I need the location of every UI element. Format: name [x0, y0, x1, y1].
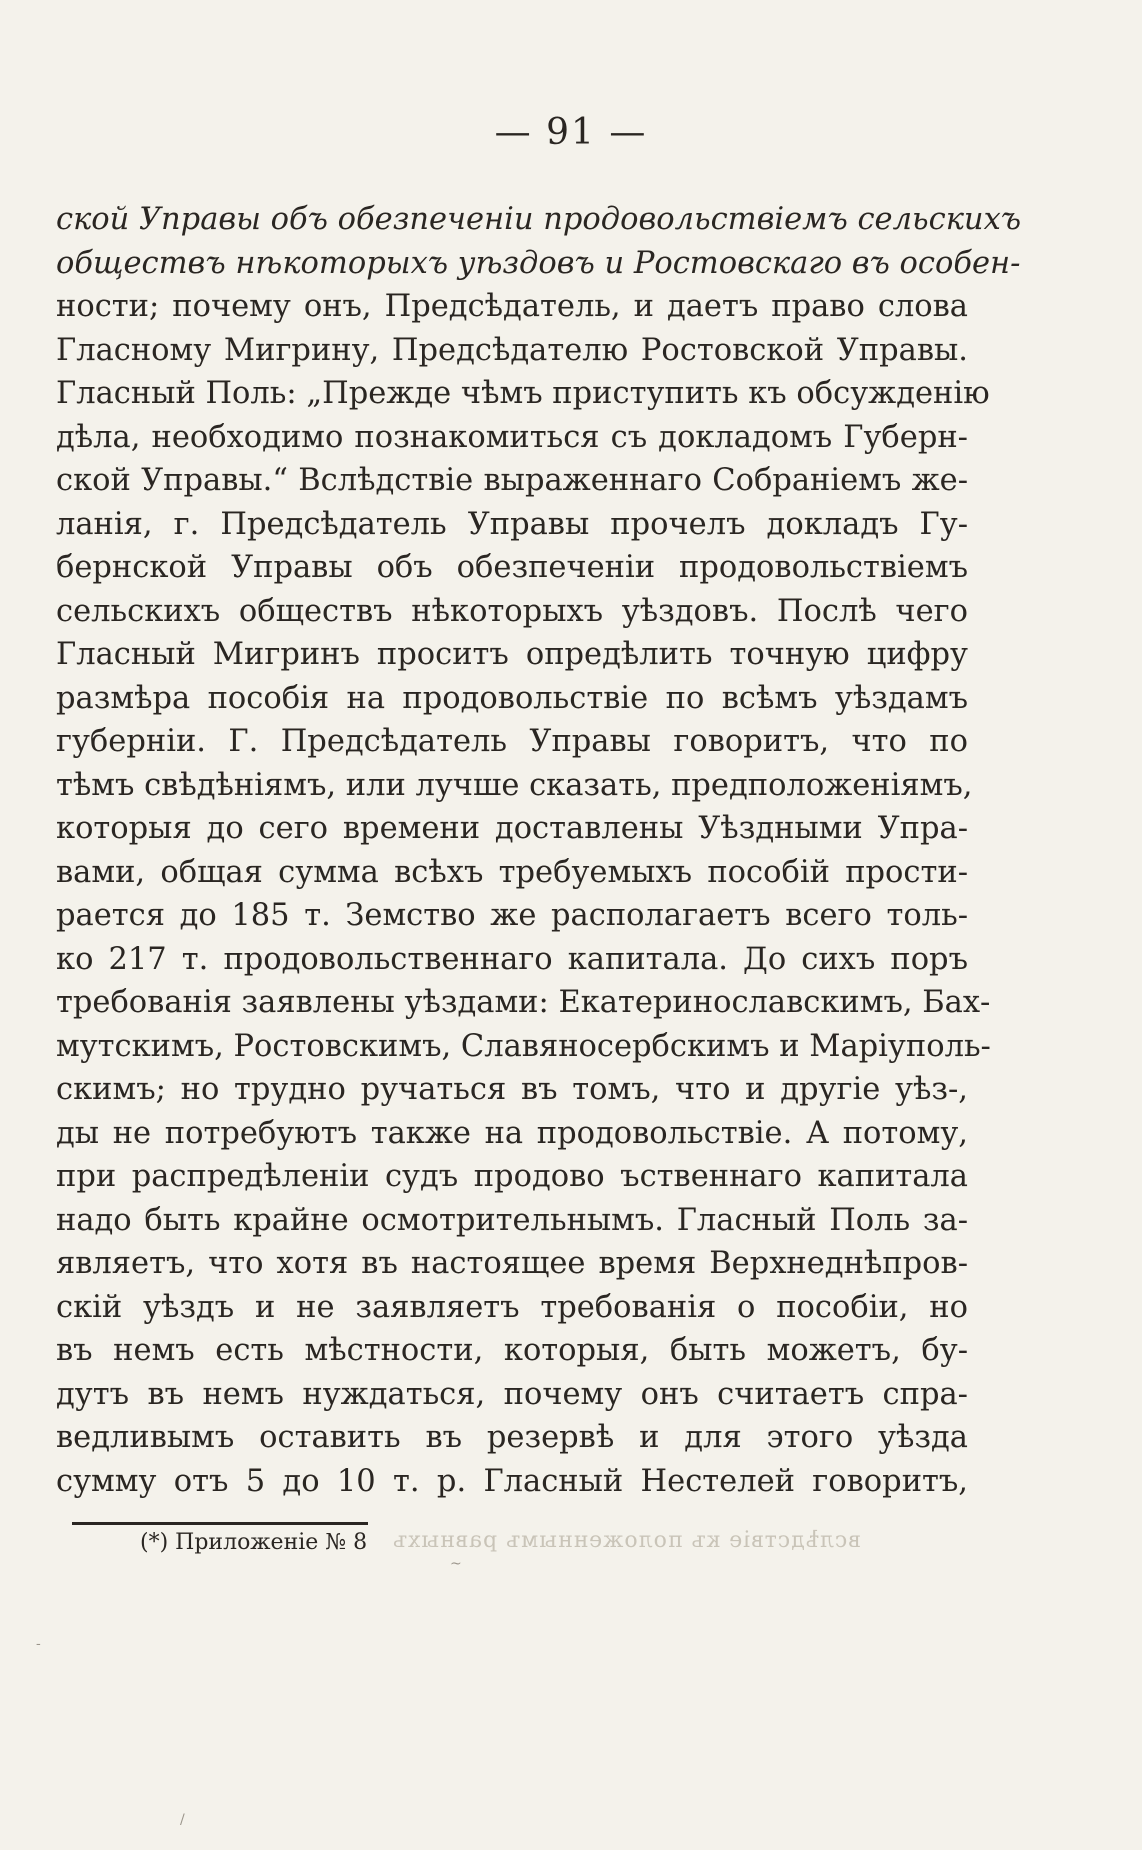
text-line: ко 217 т. продовольственнаго капитала. До сихъ поръ	[56, 941, 968, 977]
ink-speck-mark: -	[36, 1636, 41, 1652]
text-line: Гласный Мигринъ проситъ опредѣлить точную цифру	[56, 637, 968, 672]
text-line	[56, 242, 1021, 286]
text-line: размѣра пособія на продовольствіе по всѣмъ уѣздамъ	[56, 680, 968, 716]
text-line: ведливымъ оставить въ резервѣ и для этого уѣзда	[56, 1420, 968, 1455]
bleed-through-text: вслѣдствіе къ положеннымъ равныхъ	[392, 1528, 861, 1553]
text-line: сельскихъ обществъ нѣкоторыхъ уѣздовъ. Послѣ чего	[56, 593, 968, 629]
ink-speck-mark: /	[180, 1812, 185, 1828]
page-number: — 91 —	[494, 112, 648, 153]
footnote: (*) Приложеніе № 8	[140, 1530, 368, 1555]
text-line: губерніи. Г. Предсѣдатель Управы говоритъ, что по	[56, 724, 968, 759]
text-line: являетъ, что хотя въ настоящее время Верхнеднѣпров-	[56, 1246, 968, 1281]
text-line: при распредѣленіи судъ продово ъственнаго капитала	[56, 1159, 968, 1194]
text-line: Гласный Поль: „Прежде чѣмъ приступить къ обсужденію	[56, 376, 990, 411]
text-line: ской Управы.“ Вслѣдствіе выраженнаго Собраніемъ же-	[56, 463, 968, 498]
text-line: ды не потребуютъ также на продовольствіе. А потому,	[56, 1115, 968, 1151]
text-line: мутскимъ, Ростовскимъ, Славяносербскимъ и Маріуполь-	[56, 1028, 991, 1064]
text-line: въ немъ есть мѣстности, которыя, быть можетъ, бу-	[56, 1333, 968, 1368]
footnote-divider	[72, 1522, 368, 1525]
text-line: бернской Управы объ обезпеченіи продовольствіемъ	[56, 550, 968, 585]
body-text	[56, 198, 1022, 1503]
text-line: дѣла, необходимо познакомиться съ докладомъ Губерн-	[56, 419, 968, 455]
text-line: сумму отъ 5 до 10 т. р. Гласный Нестелей говоритъ,	[56, 1463, 968, 1499]
text-line: Гласному Мигрину, Предсѣдателю Ростовской Управы.	[56, 332, 968, 368]
ink-speck-mark: ~	[450, 1556, 462, 1572]
text-line: тѣмъ свѣдѣніямъ, или лучше сказать, предположеніямъ,	[56, 767, 973, 803]
text-line: надо быть крайне осмотрительнымъ. Гласный Поль за-	[56, 1202, 968, 1238]
text-line: ланія, г. Предсѣдатель Управы прочелъ докладъ Гу-	[56, 506, 968, 542]
text-line: скій уѣздъ и не заявляетъ требованія о пособіи, но	[56, 1289, 968, 1325]
text-line-italic-part: обществъ нѣкоторыхъ уѣздовъ и Ростовскаго въ особен-	[56, 245, 1021, 281]
text-line: рается до 185 т. Земство же располагаетъ всего толь-	[56, 898, 968, 933]
text-line: которыя до сего времени доставлены Уѣздными Упра-	[56, 811, 968, 846]
text-line: ской Управы объ обезпеченіи продовольствіемъ сельскихъ	[56, 202, 1022, 237]
text-line: вами, общая сумма всѣхъ требуемыхъ пособій прости-	[56, 854, 968, 890]
text-line: ности; почему онъ, Предсѣдатель, и даетъ право слова	[56, 289, 968, 324]
text-line: дутъ въ немъ нуждаться, почему онъ считаетъ спра-	[56, 1376, 968, 1412]
text-line: скимъ; но трудно ручаться въ томъ, что и другіе уѣз-,	[56, 1072, 968, 1107]
text-line: требованія заявлены уѣздами: Екатеринославскимъ, Бах-	[56, 985, 991, 1020]
